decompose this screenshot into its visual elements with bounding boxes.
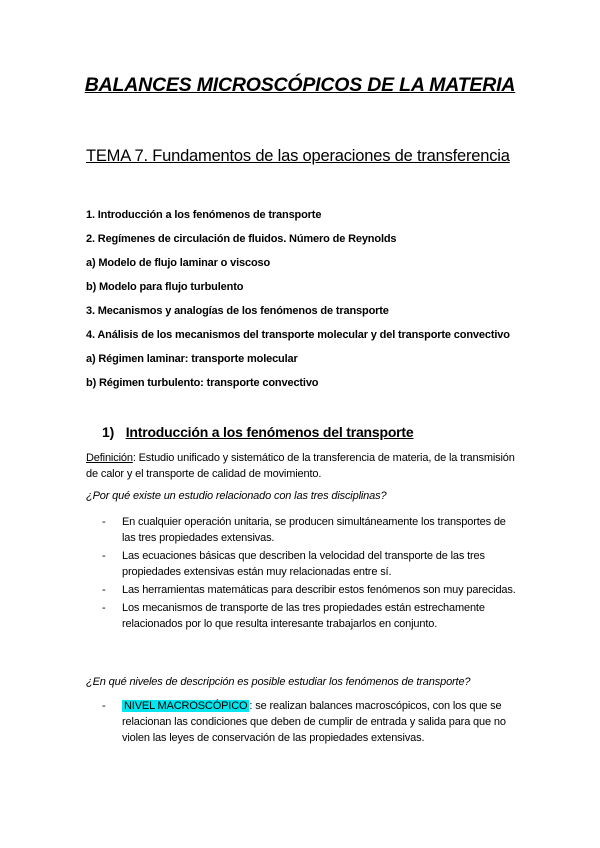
list-item-text: Las ecuaciones básicas que describen la velocidad del transporte de las tres propiedades extensivas están muy relacionadas entre sí. [122, 550, 485, 578]
list-item [86, 600, 516, 632]
list-item [86, 548, 516, 580]
definition-label: Definición [86, 452, 133, 464]
section-title: Introducción a los fenómenos del transporte [125, 424, 414, 440]
section-heading [102, 424, 413, 440]
bullet-dash: - [102, 516, 106, 528]
definition-paragraph [86, 450, 516, 482]
question-levels: ¿En qué niveles de descripción es posible estudiar los fenómenos de transporte? [86, 676, 471, 688]
table-of-contents [86, 208, 510, 400]
bullet-dash: - [102, 602, 106, 614]
toc-item: b) Modelo para flujo turbulento [86, 281, 244, 293]
bullet-dash: - [102, 550, 106, 562]
bullet-dash: - [102, 584, 106, 596]
list-item [86, 582, 516, 598]
toc-item: a) Modelo de flujo laminar o viscoso [86, 257, 271, 269]
toc-item: 1. Introducción a los fenómenos de transporte [86, 209, 322, 221]
list-item-text: Las herramientas matemáticas para describir estos fenómenos son muy parecidas. [122, 584, 516, 596]
toc-item: 3. Mecanismos y analogías de los fenómenos de transporte [86, 305, 389, 317]
highlighted-term: NIVEL MACROSCÓPICO [124, 700, 248, 712]
list-item [86, 514, 516, 546]
list-item [86, 698, 516, 746]
definition-text: : Estudio unificado y sistemático de la transferencia de materia, de la transmisión de calor y el transporte de calidad de movimiento. [86, 452, 515, 480]
toc-item: 2. Regímenes de circulación de fluidos. Número de Reynolds [86, 233, 397, 245]
list-item-text: Los mecanismos de transporte de las tres propiedades están estrechamente relacionados por lo que resulta interesante trabajarlos en conjunto. [122, 602, 485, 630]
question-disciplines: ¿Por qué existe un estudio relacionado con las tres disciplinas? [86, 490, 387, 502]
list-item-text: En cualquier operación unitaria, se producen simultáneamente los transportes de las tres propiedades extensivas. [122, 516, 506, 544]
list-item-text: : se realizan balances macroscópicos, con los que se relacionan las condiciones que deben de cumplir de entrada y salida para que no violen las leyes de conservación de las propiedades extensivas. [122, 700, 506, 744]
toc-item: 4. Análisis de los mecanismos del transporte molecular y del transporte convectivo [86, 329, 510, 341]
tema-heading: TEMA 7. Fundamentos de las operaciones de transferencia [86, 147, 510, 165]
toc-item: b) Régimen turbulento: transporte convectivo [86, 377, 319, 389]
document-title: BALANCES MICROSCÓPICOS DE LA MATERIA [84, 74, 516, 96]
reasons-list [86, 514, 516, 634]
bullet-dash: - [102, 700, 106, 712]
section-number: 1) [102, 424, 115, 440]
levels-list [86, 698, 516, 748]
toc-item: a) Régimen laminar: transporte molecular [86, 353, 298, 365]
